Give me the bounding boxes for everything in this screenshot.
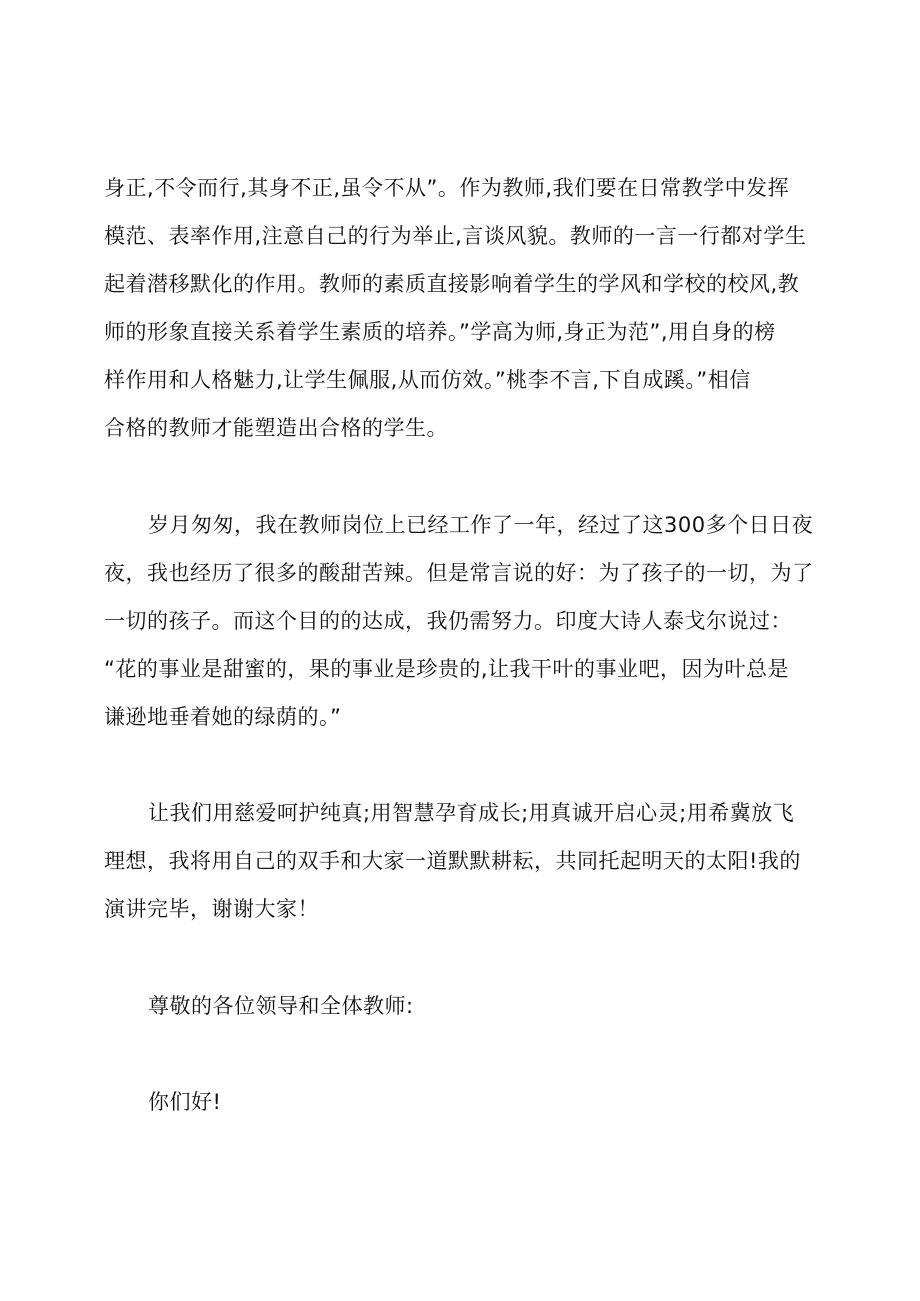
text-line: 谦逊地垂着她的绿荫的。” [104,705,342,729]
text-line: 尊敬的各位领导和全体教师: [148,994,414,1018]
paragraph-teacher-role-model [104,164,816,452]
text-line: 一切的孩子。而这个目的的达成，我仍需努力。印度大诗人泰戈尔说过： [104,609,792,633]
text-line: 理想，我将用自己的双手和大家一道默默耕耘，共同托起明天的太阳!我的 [104,849,801,873]
text-line: 合格的教师才能塑造出合格的学生。 [104,416,448,440]
text-line: 演讲完毕，谢谢大家！ [104,897,319,921]
text-line: 样作用和人格魅力,让学生佩服,从而仿效。”桃李不言,下自成蹊。”相信 [104,368,751,392]
paragraph-salutation [104,982,816,1030]
paragraph-one-year-reflection [104,501,816,741]
text-line: 让我们用慈爱呵护纯真;用智慧孕育成长;用真诚开启心灵;用希冀放飞 [148,801,795,825]
text-line: 身正,不令而行,其身不正,虽令不从”。作为教师,我们要在日常教学中发挥 [104,176,790,200]
text-line: 夜，我也经历了很多的酸甜苦辣。但是常言说的好：为了孩子的一切，为了 [104,561,814,585]
text-line: 模范、表率作用,注意自己的行为举止,言谈风貌。教师的一言一行都对学生 [104,224,807,248]
text-line: “花的事业是甜蜜的，果的事业是珍贵的,让我干叶的事业吧，因为叶总是 [104,657,790,681]
paragraph-closing-remarks [104,789,816,933]
paragraph-greeting [104,1078,816,1126]
text-line: 你们好! [148,1090,222,1114]
text-line: 岁月匆匆，我在教师岗位上已经工作了一年，经过了这300多个日日夜 [148,513,814,537]
text-line: 起着潜移默化的作用。教师的素质直接影响着学生的学风和学校的校风,教 [104,272,800,296]
text-line: 师的形象直接关系着学生素质的培养。”学高为师,身正为范”,用自身的榜 [104,320,776,344]
